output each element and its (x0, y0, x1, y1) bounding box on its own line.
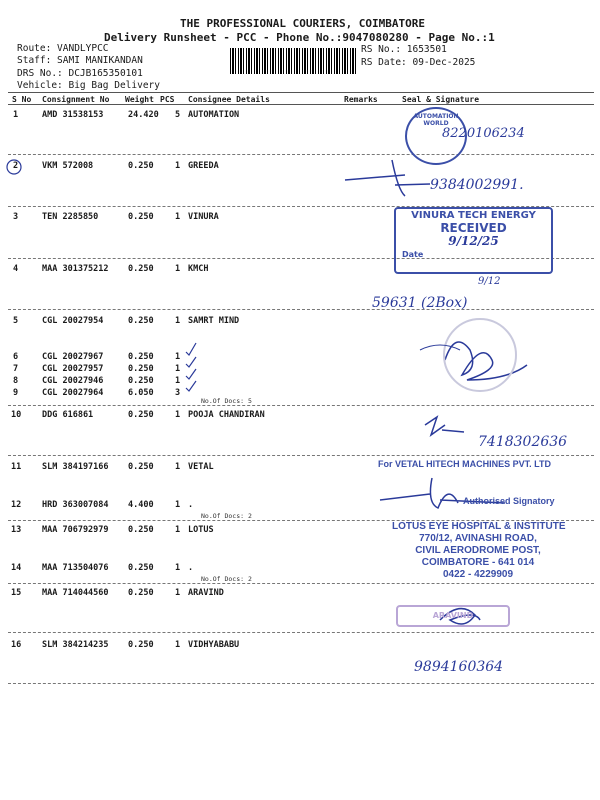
row-consignee: VINURA (188, 212, 219, 222)
vinura-received-stamp (394, 207, 553, 274)
row-consignee: VETAL (188, 462, 214, 472)
stamp-line: 770/12, AVINASHI ROAD, (419, 533, 537, 544)
row-consignment: DDG 616861 (42, 410, 94, 420)
row-consignment: SLM 384197166 (42, 462, 109, 472)
row-consignee: POOJA CHANDIRAN (188, 410, 265, 420)
row-consignment: SLM 384214235 (42, 640, 109, 650)
row-weight: 0.250 (128, 212, 154, 222)
row-weight: 4.400 (128, 500, 154, 510)
runsheet-subtitle: Delivery Runsheet - PCC - Phone No.:9047080280 - Page No.:1 (104, 31, 495, 44)
row-consignee: GREEDA (188, 161, 219, 171)
rs-number: RS No.: 1653501 (361, 44, 447, 55)
row-sno: 9 (13, 388, 19, 398)
row-sno: 13 (11, 525, 22, 535)
col-consignment: Consignment No (42, 95, 110, 104)
row-weight: 24.420 (128, 110, 159, 120)
row-weight: 0.250 (128, 376, 154, 386)
stamp-line: RECEIVED (440, 221, 507, 235)
stamp-line: COIMBATORE - 641 014 (421, 557, 535, 568)
row-pcs: 1 (175, 212, 181, 222)
col-seal-signature: Seal & Signature (402, 95, 480, 104)
stamp-line: LOTUS EYE HOSPITAL & INSTITUTE (392, 521, 566, 532)
row-weight: 0.250 (128, 588, 154, 598)
row-pcs: 1 (175, 264, 181, 274)
row-pcs: 1 (175, 462, 181, 472)
row-consignment: TEN 2285850 (42, 212, 99, 222)
col-remarks: Remarks (344, 95, 378, 104)
row-weight: 0.250 (128, 364, 154, 374)
docs-count-note: No.Of Docs: 2 (201, 575, 252, 583)
row-pcs: 1 (175, 410, 181, 420)
row-consignee: SAMRT MIND (188, 316, 240, 326)
col-consignee: Consignee Details (188, 95, 270, 104)
stamp-line: 0422 - 4229909 (442, 569, 514, 580)
stamp-line: VINURA TECH ENERGY (411, 210, 536, 221)
row2-circle-mark (7, 160, 21, 174)
row-consignment: CGL 20027967 (42, 352, 104, 362)
row-consignee: . (188, 500, 194, 510)
row-sno: 1 (13, 110, 19, 120)
row-consignment: HRD 363007084 (42, 500, 109, 510)
row-sno: 2 (13, 161, 19, 171)
row-sno: 8 (13, 376, 19, 386)
signature-pooja (425, 417, 464, 435)
row-weight: 0.250 (128, 525, 154, 535)
rs-date: RS Date: 09-Dec-2025 (361, 57, 476, 68)
row-weight: 0.250 (128, 640, 154, 650)
row-consignment: CGL 20027964 (42, 388, 104, 398)
row-weight: 0.250 (128, 563, 154, 573)
row-pcs: 1 (175, 376, 181, 386)
pen-stroke (420, 345, 460, 350)
col-weight: Weight (125, 95, 154, 104)
handwritten-phone: 7418302636 (478, 434, 568, 450)
row-weight: 0.250 (128, 352, 154, 362)
row-pcs: 1 (175, 352, 181, 362)
tick-mark (186, 343, 196, 355)
docs-count-note: No.Of Docs: 5 (201, 397, 252, 405)
row-pcs: 1 (175, 588, 181, 598)
row-pcs: 1 (175, 640, 181, 650)
row-pcs: 1 (175, 563, 181, 573)
row-sno: 12 (11, 500, 22, 510)
seal-ring-text: AUTOMATION WORLD (413, 113, 459, 127)
row-consignment: MAA 706792979 (42, 525, 109, 535)
row-pcs: 1 (175, 525, 181, 535)
staff-label: Staff: SAMI MANIKANDAN (17, 55, 143, 66)
row-sno: 6 (13, 352, 19, 362)
handwritten-date: 9/12/25 (448, 234, 499, 248)
handwritten-note: 9/12 (478, 276, 501, 287)
docs-count-note: No.Of Docs: 2 (201, 512, 252, 520)
row-consignee: KMCH (188, 264, 209, 274)
row-weight: 0.250 (128, 264, 154, 274)
handwritten-note: 59631 (2Box) (372, 295, 468, 311)
row-consignment: CGL 20027957 (42, 364, 104, 374)
row-weight: 6.050 (128, 388, 154, 398)
row-consignment: VKM 572008 (42, 161, 94, 171)
row-consignment: MAA 301375212 (42, 264, 109, 274)
row-consignee: LOTUS (188, 525, 214, 535)
row-sno: 11 (11, 462, 22, 472)
row-pcs: 1 (175, 161, 181, 171)
row-sno: 7 (13, 364, 19, 374)
row-weight: 0.250 (128, 410, 154, 420)
drs-label: DRS No.: DCJB165350101 (17, 68, 143, 79)
row-consignment: CGL 20027954 (42, 316, 104, 326)
row-pcs: 1 (175, 316, 181, 326)
row-consignment: CGL 20027946 (42, 376, 104, 386)
row-sno: 14 (11, 563, 22, 573)
tick-mark (186, 357, 196, 367)
signature-greeda (345, 160, 430, 196)
stamp-date-label: Date (402, 250, 424, 259)
vehicle-label: Vehicle: Big Bag Delivery (17, 80, 160, 91)
row-sno: 15 (11, 588, 22, 598)
row-sno: 10 (11, 410, 22, 420)
row-pcs: 3 (175, 388, 181, 398)
col-pcs: PCS (160, 95, 175, 104)
row-consignee: ARAVIND (188, 588, 224, 598)
row-sno: 5 (13, 316, 19, 326)
vetal-stamp-line1: For VETAL HITECH MACHINES PVT. LTD (378, 459, 552, 469)
row-consignment: AMD 31538153 (42, 110, 104, 120)
route-label: Route: VANDLYPCC (17, 43, 109, 54)
row-weight: 0.250 (128, 316, 154, 326)
company-title: THE PROFESSIONAL COURIERS, COIMBATORE (180, 17, 426, 30)
row-weight: 0.250 (128, 161, 154, 171)
tick-mark (186, 369, 196, 379)
row-consignee: . (188, 563, 194, 573)
row-pcs: 1 (175, 364, 181, 374)
row-sno: 4 (13, 264, 19, 274)
row-consignment: MAA 713504076 (42, 563, 109, 573)
handwritten-phone: 9384002991. (430, 177, 524, 193)
row-pcs: 1 (175, 500, 181, 510)
row-sno: 16 (11, 640, 22, 650)
row-consignee: VIDHYABABU (188, 640, 240, 650)
handwritten-phone: 9894160364 (414, 659, 504, 675)
vetal-stamp-line2: Authorised Signatory (463, 496, 555, 506)
row-consignment: MAA 714044560 (42, 588, 109, 598)
aravind-stamp: ARAVIND (396, 605, 510, 627)
row-weight: 0.250 (128, 462, 154, 472)
tick-mark (186, 381, 196, 391)
handwritten-phone: 8220106234 (442, 126, 525, 141)
row-consignee: AUTOMATION (188, 110, 240, 120)
row-pcs: 5 (175, 110, 181, 120)
col-sno: S No (12, 95, 32, 104)
lotus-hospital-stamp (392, 521, 564, 581)
stamp-line: CIVIL AERODROME POST, (415, 545, 541, 556)
row-sno: 3 (13, 212, 19, 222)
